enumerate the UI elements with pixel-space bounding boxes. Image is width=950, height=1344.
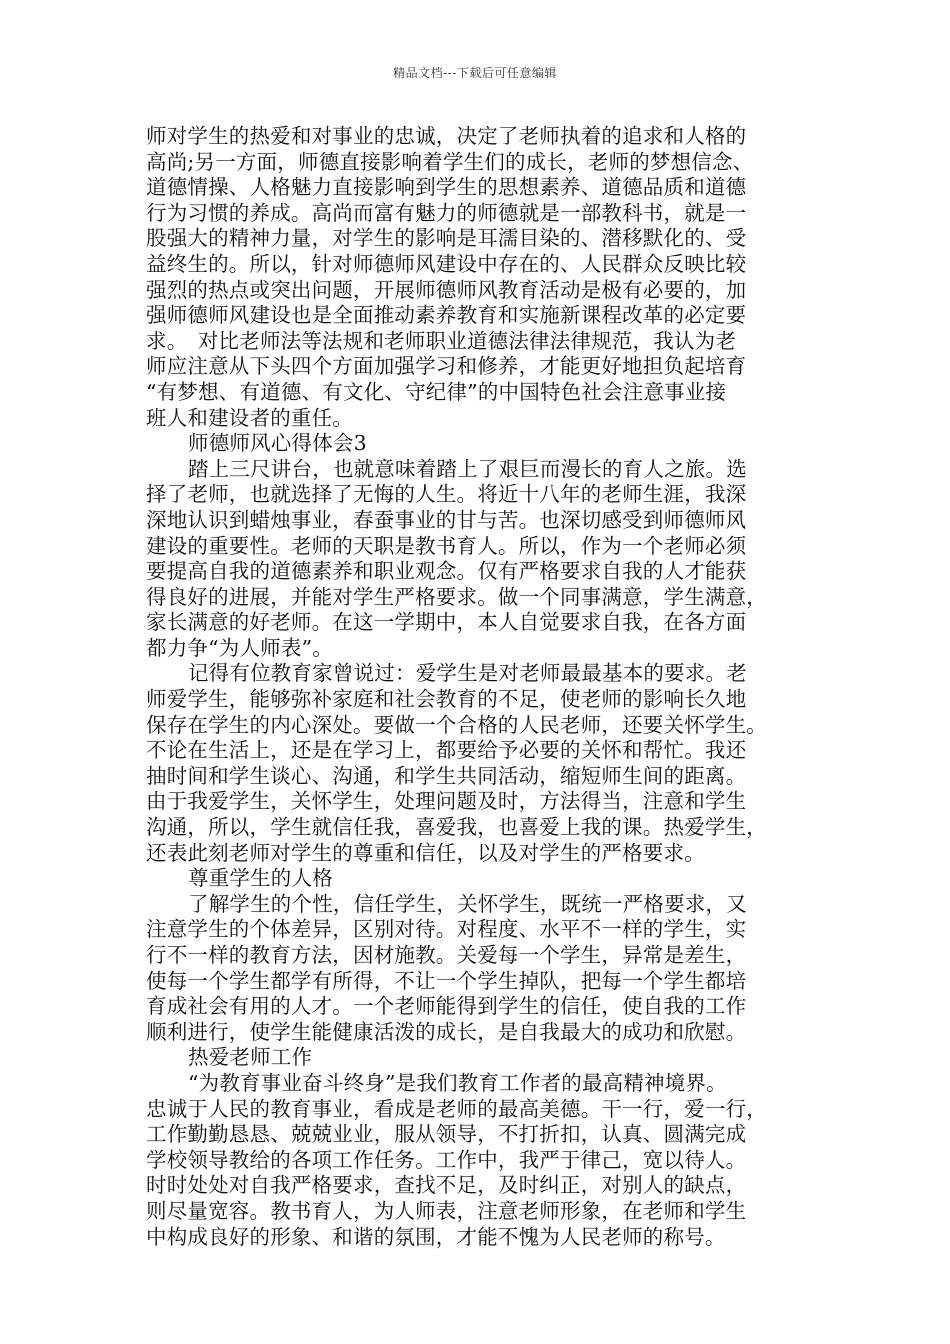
text-line: 行为习惯的养成。高尚而富有魅力的师德就是一部教科书，就是一 (146, 200, 747, 225)
text-line: 学校领导教给的各项工作任务。工作中，我严于律己，宽以待人。 (146, 1147, 747, 1172)
text-line: 道德情操、人格魅力直接影响到学生的思想素养、道德品质和道德 (146, 175, 747, 200)
text-line: 沟通，所以，学生就信任我，喜爱我，也喜爱上我的课。热爱学生， (146, 815, 767, 840)
text-line: 建设的重要性。老师的天职是教书育人。所以，作为一个老师必须 (146, 533, 747, 558)
text-line: 使每一个学生都学有所得，不让一个学生掉队，把每一个学生都培 (146, 968, 747, 993)
text-line: 时时处处对自我严格要求，查找不足，及时纠正，对别人的缺点， (146, 1173, 747, 1198)
text-line: 工作勤勤恳恳、兢兢业业，服从领导，不打折扣，认真、圆满完成 (146, 1122, 747, 1147)
text-line: 师应注意从下头四个方面加强学习和修养，才能更好地担负起培育 (146, 354, 747, 379)
text-line: 师德师风心得体会3 (188, 431, 367, 456)
text-line: 忠诚于人民的教育事业，看成是老师的最高美德。干一行，爱一行， (146, 1096, 767, 1121)
text-line: 高尚;另一方面，师德直接影响着学生们的成长，老师的梦想信念、 (146, 149, 754, 174)
text-line: 抽时间和学生谈心、沟通，和学生共同活动，缩短师生间的距离。 (146, 763, 747, 788)
text-line: 得良好的进展，并能对学生严格要求。做一个同事满意，学生满意， (146, 584, 767, 609)
text-line: 踏上三尺讲台，也就意味着踏上了艰巨而漫长的育人之旅。选 (188, 456, 747, 481)
text-line: 强师德师风建设也是全面推动素养教育和实施新课程改革的必定要 (146, 303, 747, 328)
text-line: 要提高自我的道德素养和职业观念。仅有严格要求自我的人才能获 (146, 559, 747, 584)
text-line: 尊重学生的人格 (188, 866, 333, 891)
text-line: 师爱学生，能够弥补家庭和社会教育的不足，使老师的影响长久地 (146, 687, 747, 712)
text-line: 不论在生活上，还是在学习上，都要给予必要的关怀和帮忙。我还 (146, 738, 747, 763)
text-line: 热爱老师工作 (188, 1045, 313, 1070)
text-line: 师对学生的热爱和对事业的忠诚，决定了老师执着的追求和人格的 (146, 124, 747, 148)
text-line: 股强大的精神力量，对学生的影响是耳濡目染的、潜移默化的、受 (146, 226, 747, 251)
document-body (146, 124, 810, 1250)
text-line: 注意学生的个体差异，区别对待。对程度、水平不一样的学生，实 (146, 917, 747, 942)
text-line: 了解学生的个性，信任学生，关怀学生，既统一严格要求，又 (188, 891, 747, 916)
text-line: 则尽量宽容。教书育人，为人师表，注意老师形象，在老师和学生 (146, 1198, 747, 1223)
text-line: 求。 对比老师法等法规和老师职业道德法律法律规范，我认为老 (146, 328, 737, 353)
text-line: 家长满意的好老师。在这一学期中，本人自觉要求自我，在各方面 (146, 610, 747, 635)
text-line: “有梦想、有道德、有文化、守纪律”的中国特色社会注意事业接 (146, 379, 727, 404)
text-line: 班人和建设者的重任。 (146, 405, 353, 430)
text-line: 强烈的热点或突出问题，开展师德师风教育活动是极有必要的，加 (146, 277, 747, 302)
text-line: 顺利进行，使学生能健康活泼的成长，是自我最大的成功和欣慰。 (146, 1019, 747, 1044)
page-header: 精品文档---下载后可任意编辑 (393, 66, 557, 80)
text-line: 行不一样的教育方法，因材施教。关爱每一个学生，异常是差生， (146, 943, 747, 967)
text-line: 保存在学生的内心深处。要做一个合格的人民老师，还要关怀学生。 (146, 712, 767, 737)
text-line: 中构成良好的形象、和谐的氛围，才能不愧为人民老师的称号。 (146, 1224, 726, 1249)
text-line: 择了老师，也就选择了无悔的人生。将近十八年的老师生涯，我深 (146, 482, 747, 507)
text-line: 由于我爱学生，关怀学生，处理问题及时，方法得当，注意和学生 (146, 789, 747, 814)
text-line: 还表此刻老师对学生的尊重和信任，以及对学生的严格要求。 (146, 840, 705, 865)
text-line: 育成社会有用的人才。一个老师能得到学生的信任，使自我的工作 (146, 994, 747, 1019)
text-line: 都力争“为人师表”。 (146, 635, 333, 660)
text-line: 记得有位教育家曾说过：爱学生是对老师最最基本的要求。老 (188, 661, 747, 686)
text-line: 深地认识到蜡烛事业，春蚕事业的甘与苦。也深切感受到师德师风 (146, 507, 747, 532)
text-line: 益终生的。所以，针对师德师风建设中存在的、人民群众反映比较 (146, 251, 747, 276)
text-line: “为教育事业奋斗终身”是我们教育工作者的最高精神境界。 (188, 1070, 727, 1095)
